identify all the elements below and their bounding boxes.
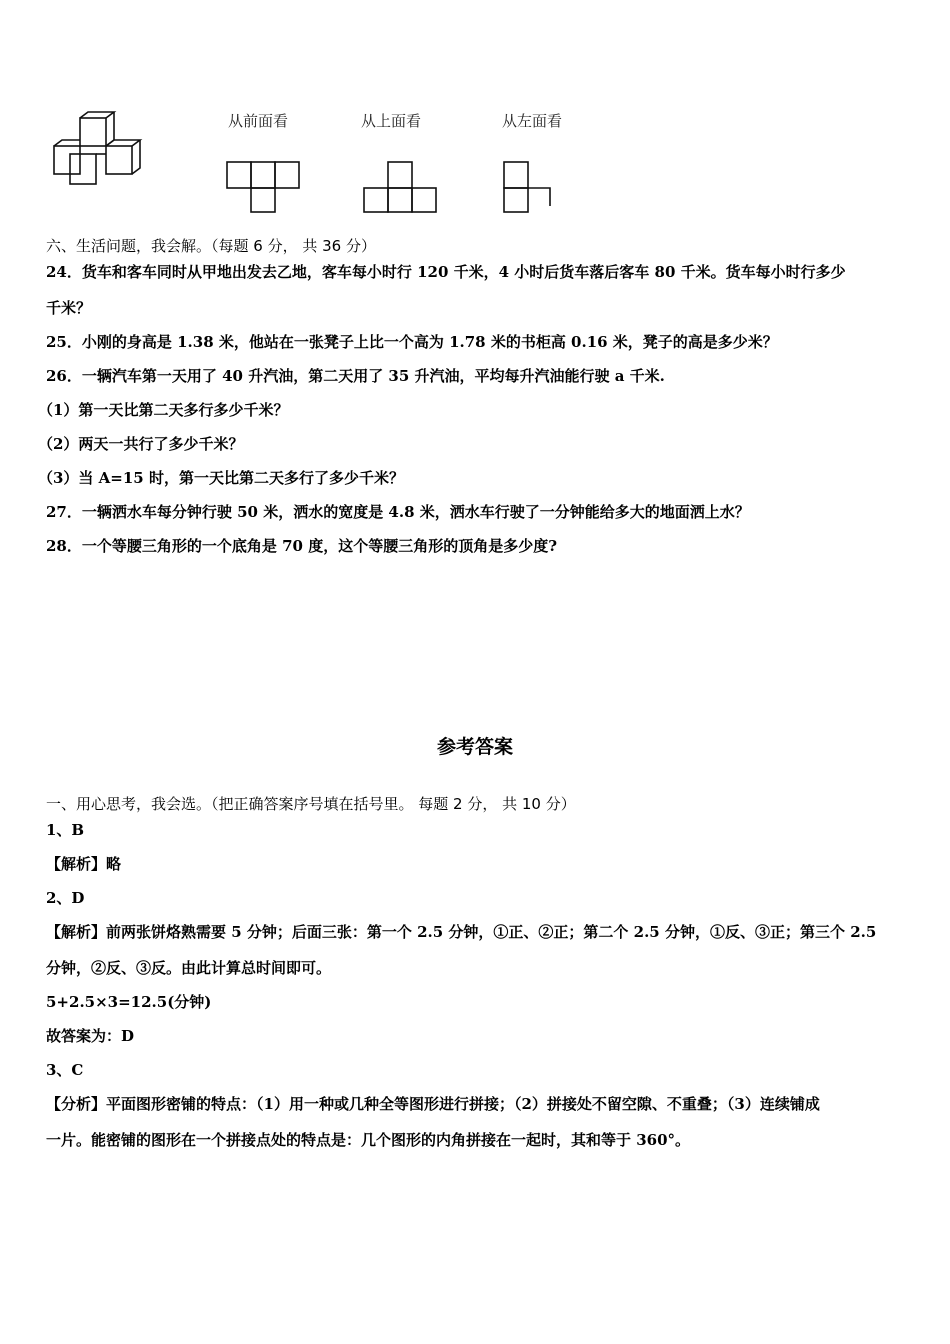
left-view-label: 从左面看 — [502, 112, 563, 130]
question-26-part2: （2）两天一共行了多少千米？ — [38, 435, 244, 453]
left-view-figure — [502, 160, 562, 215]
answer-3-analysis-line2: 一片。能密铺的图形在一个拼接点处的特点是：几个图形的内角拼接在一起时，其和等于 360°。 — [46, 1131, 691, 1149]
question-27: 27．一辆洒水车每分钟行驶 50 米，洒水的宽度是 4.8 米，洒水车行驶了一分钟能给多大的地面洒上水？ — [46, 503, 750, 521]
front-view-label: 从前面看 — [228, 112, 289, 130]
figure-row — [0, 0, 950, 230]
answer-3: 3、C — [46, 1061, 84, 1079]
question-26-part1: （1）第一天比第二天多行多少千米？ — [38, 401, 289, 419]
answers-title: 参考答案 — [436, 736, 513, 758]
top-view-label: 从上面看 — [361, 112, 422, 130]
section6-header: 六、生活问题，我会解。（每题 6 分， 共 36 分） — [46, 237, 376, 255]
question-25: 25．小刚的身高是 1.38 米，他站在一张凳子上比一个高为 1.78 米的书柜高 0.16 米，凳子的高是多少米？ — [46, 333, 778, 351]
answer-3-analysis-line1: 【分析】平面图形密铺的特点：（1）用一种或几种全等图形进行拼接；（2）拼接处不留空隙、不重叠；（3）连续铺成 — [46, 1095, 820, 1113]
answer-2-formula: 5+2.5×3=12.5(分钟) — [46, 993, 212, 1011]
question-24-line1: 24．货车和客车同时从甲地出发去乙地，客车每小时行 120 千米，4 小时后货车落后客车 80 千米。货车每小时行多少 — [46, 263, 846, 281]
front-view-figure — [225, 160, 305, 215]
question-26: 26．一辆汽车第一天用了 40 升汽油，第二天用了 35 升汽油，平均每升汽油能行驶 a 千米. — [46, 367, 665, 385]
answer-2-analysis-line2: 分钟，②反、③反。由此计算总时间即可。 — [46, 959, 332, 977]
answer-1: 1、B — [46, 821, 85, 839]
question-26-part3: （3）当 A=15 时，第一天比第二天多行了多少千米？ — [38, 469, 404, 487]
question-28: 28．一个等腰三角形的一个底角是 70 度，这个等腰三角形的顶角是多少度? — [46, 537, 557, 555]
answers-section1-header: 一、用心思考，我会选。（把正确答案序号填在括号里。 每题 2 分， 共 10 分） — [46, 795, 576, 813]
answer-1-analysis: 【解析】略 — [46, 855, 122, 873]
answer-2: 2、D — [46, 889, 85, 907]
top-view-figure — [362, 160, 442, 215]
cube-stack-figure — [50, 110, 160, 190]
answer-2-conclusion: 故答案为：D — [46, 1027, 135, 1045]
question-24-line2: 千米？ — [46, 299, 92, 317]
answer-2-analysis-line1: 【解析】前两张饼烙熟需要 5 分钟；后面三张：第一个 2.5 分钟，①正、②正；第二个 2.5 分钟，①反、③正；第三个 2.5 — [46, 923, 877, 941]
